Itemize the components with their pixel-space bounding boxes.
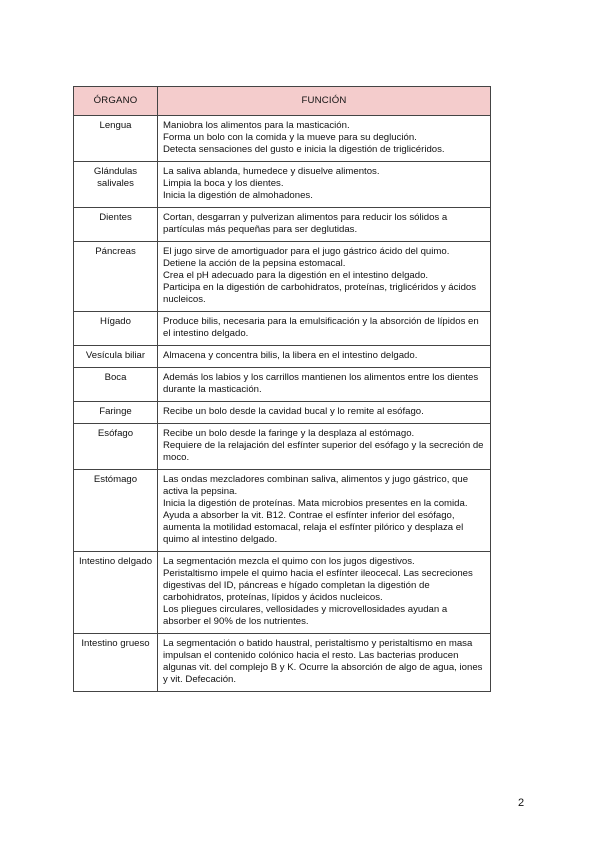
function-cell [158, 552, 491, 634]
function-line: Además los labios y los carrillos mantienen los alimentos entre los dientes durante la masticación. [163, 372, 479, 395]
function-line: La saliva ablanda, humedece y disuelve alimentos. [163, 166, 380, 177]
table-row [74, 162, 491, 208]
organ-function-table [73, 86, 491, 692]
table-header-row [74, 87, 491, 116]
header-function: FUNCIÓN [158, 87, 491, 116]
function-line: El jugo sirve de amortiguador para el jugo gástrico ácido del quimo. [163, 246, 450, 257]
function-cell [158, 424, 491, 470]
function-line: Crea el pH adecuado para la digestión en el intestino delgado. [163, 270, 429, 281]
function-line: Limpia la boca y los dientes. [163, 178, 284, 189]
function-cell [158, 116, 491, 162]
organ-cell: Dientes [74, 208, 158, 242]
table-body [74, 116, 491, 692]
function-line: Requiere de la relajación del esfínter superior del esófago y la secreción de moco. [163, 440, 484, 463]
function-line: Inicia la digestión de almohadones. [163, 190, 313, 201]
organ-cell: Esófago [74, 424, 158, 470]
function-cell [158, 368, 491, 402]
table-row [74, 552, 491, 634]
table-row [74, 312, 491, 346]
organ-cell: Intestino delgado [74, 552, 158, 634]
page-number: 2 [518, 797, 525, 809]
organ-cell: Estómago [74, 470, 158, 552]
organ-cell: Intestino grueso [74, 634, 158, 692]
header-organ: ÓRGANO [74, 87, 158, 116]
function-cell [158, 242, 491, 312]
function-line: Las ondas mezcladores combinan saliva, alimentos y jugo gástrico, que activa la pepsina. [163, 474, 469, 497]
function-cell [158, 402, 491, 424]
organ-cell: Boca [74, 368, 158, 402]
function-line: La segmentación o batido haustral, peristaltismo y peristaltismo en masa impulsan el contenido colónico hacia el resto. Las bacterias producen algunas vit. del complejo B y K. Ocurre la absorción de algo de agua, iones y vit. Defecación. [163, 638, 483, 685]
function-line: Participa en la digestión de carbohidratos, proteínas, triglicéridos y ácidos nucleicos. [163, 282, 477, 305]
function-cell [158, 634, 491, 692]
function-line: Inicia la digestión de proteínas. Mata microbios presentes en la comida. Ayuda a absorber la vit. B12. Contrae el esfínter inferior del esófago, aumenta la motilidad estomacal, relaja el esfínter pilórico y desplaza el quimo al intestino delgado. [163, 498, 468, 545]
function-line: Almacena y concentra bilis, la libera en el intestino delgado. [163, 350, 418, 361]
function-line: Produce bilis, necesaria para la emulsificación y la absorción de lípidos en el intestino delgado. [163, 316, 479, 339]
table-row [74, 470, 491, 552]
function-line: Detiene la acción de la pepsina estomacal. [163, 258, 346, 269]
function-line: Recibe un bolo desde la cavidad bucal y lo remite al esófago. [163, 406, 424, 417]
function-line: Detecta sensaciones del gusto e inicia la digestión de triglicéridos. [163, 144, 445, 155]
table-row [74, 208, 491, 242]
organ-cell: Páncreas [74, 242, 158, 312]
table-row [74, 346, 491, 368]
function-cell [158, 346, 491, 368]
function-cell [158, 208, 491, 242]
organ-cell: Hígado [74, 312, 158, 346]
function-cell [158, 162, 491, 208]
function-cell [158, 470, 491, 552]
function-line: Maniobra los alimentos para la masticación. [163, 120, 350, 131]
organ-cell: Glándulas salivales [74, 162, 158, 208]
function-line: Los pliegues circulares, vellosidades y microvellosidades ayudan a absorber el 90% de los nutrientes. [163, 604, 448, 627]
function-line: Forma un bolo con la comida y la mueve para su deglución. [163, 132, 417, 143]
function-line: Peristaltismo impele el quimo hacia el esfínter ileocecal. Las secreciones digestivas del ID, páncreas e hígado completan la digestión de carbohidratos, proteínas, lípidos y ácidos nucleicos. [163, 568, 473, 603]
function-line: Recibe un bolo desde la faringe y la desplaza al estómago. [163, 428, 415, 439]
table-row [74, 424, 491, 470]
table-row [74, 402, 491, 424]
function-cell [158, 312, 491, 346]
table-row [74, 116, 491, 162]
table-row [74, 368, 491, 402]
organ-cell: Lengua [74, 116, 158, 162]
table-row [74, 634, 491, 692]
table-row [74, 242, 491, 312]
function-line: La segmentación mezcla el quimo con los jugos digestivos. [163, 556, 415, 567]
function-line: Cortan, desgarran y pulverizan alimentos para reducir los sólidos a partículas más pequeñas para ser deglutidas. [163, 212, 448, 235]
organ-cell: Vesícula biliar [74, 346, 158, 368]
organ-cell: Faringe [74, 402, 158, 424]
